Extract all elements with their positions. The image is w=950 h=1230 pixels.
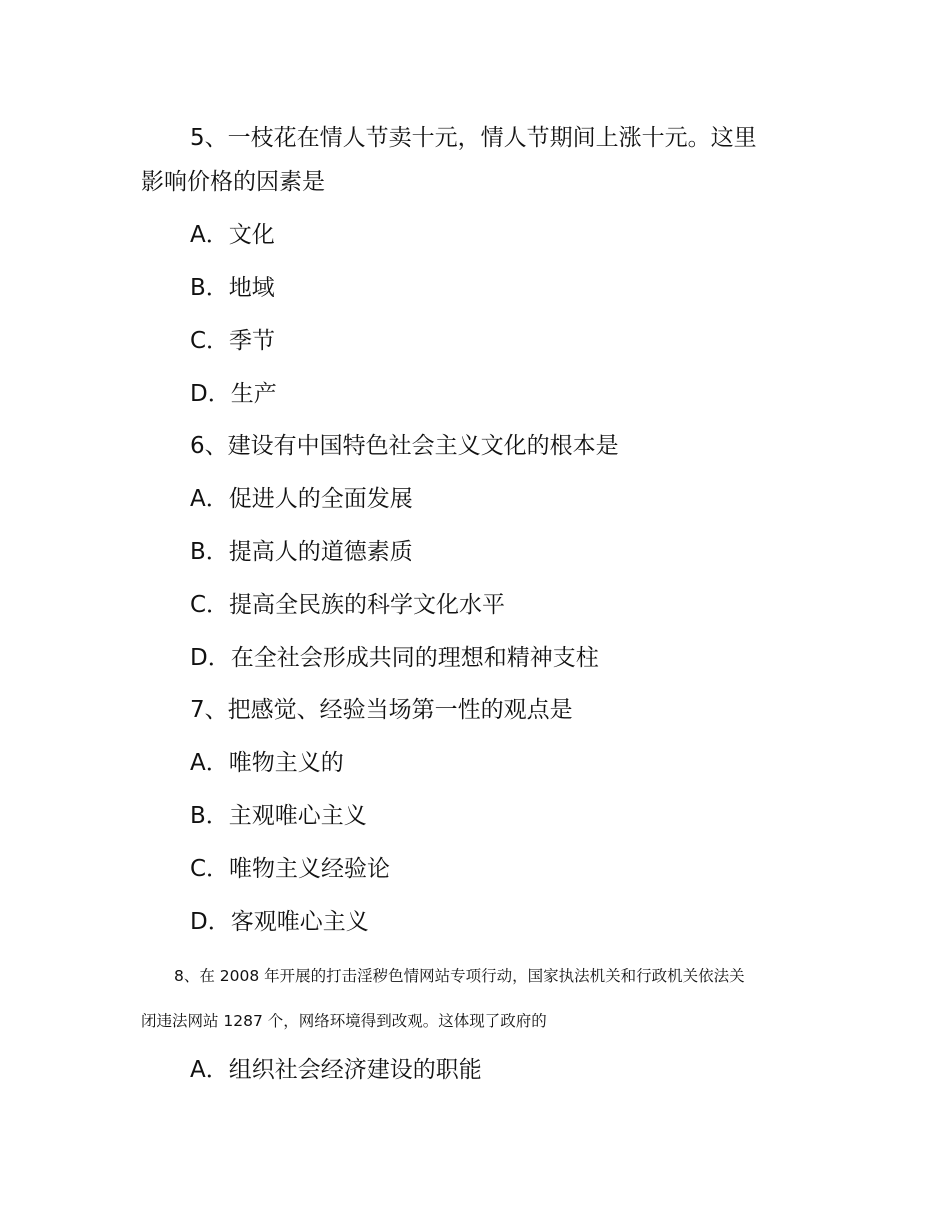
question-7-stem: 7、把感觉、经验当场第一性的观点是 (190, 697, 573, 723)
question-8-stem-line-1: 8、在 2008 年开展的打击淫秽色情网站专项行动，国家执法机关和行政机关依法关 (174, 967, 745, 985)
question-5-stem-line-1: 5、一枝花在情人节卖十元，情人节期间上涨十元。这里 (190, 125, 757, 151)
question-6-option-b: B．提高人的道德素质 (190, 539, 413, 565)
question-6-option-d: D．在全社会形成共同的理想和精神支柱 (190, 645, 599, 671)
question-5-option-a: A．文化 (190, 222, 275, 248)
question-7-option-d: D．客观唯心主义 (190, 909, 369, 935)
question-7-option-c: C．唯物主义经验论 (190, 856, 391, 882)
question-6-option-a: A．促进人的全面发展 (190, 486, 413, 512)
question-5-option-d: D．生产 (190, 381, 277, 407)
question-7-option-b: B．主观唯心主义 (190, 803, 367, 829)
question-6-option-c: C．提高全民族的科学文化水平 (190, 592, 506, 618)
question-6-stem: 6、建设有中国特色社会主义文化的根本是 (190, 433, 619, 459)
question-5-option-c: C．季节 (190, 328, 276, 354)
question-8-option-a: A．组织社会经济建设的职能 (190, 1057, 482, 1083)
question-7-option-a: A．唯物主义的 (190, 750, 344, 776)
question-5-stem-line-2: 影响价格的因素是 (141, 169, 325, 195)
question-5-option-b: B．地域 (190, 275, 275, 301)
question-8-stem-line-2: 闭违法网站 1287 个，网络环境得到改观。这体现了政府的 (141, 1012, 547, 1030)
